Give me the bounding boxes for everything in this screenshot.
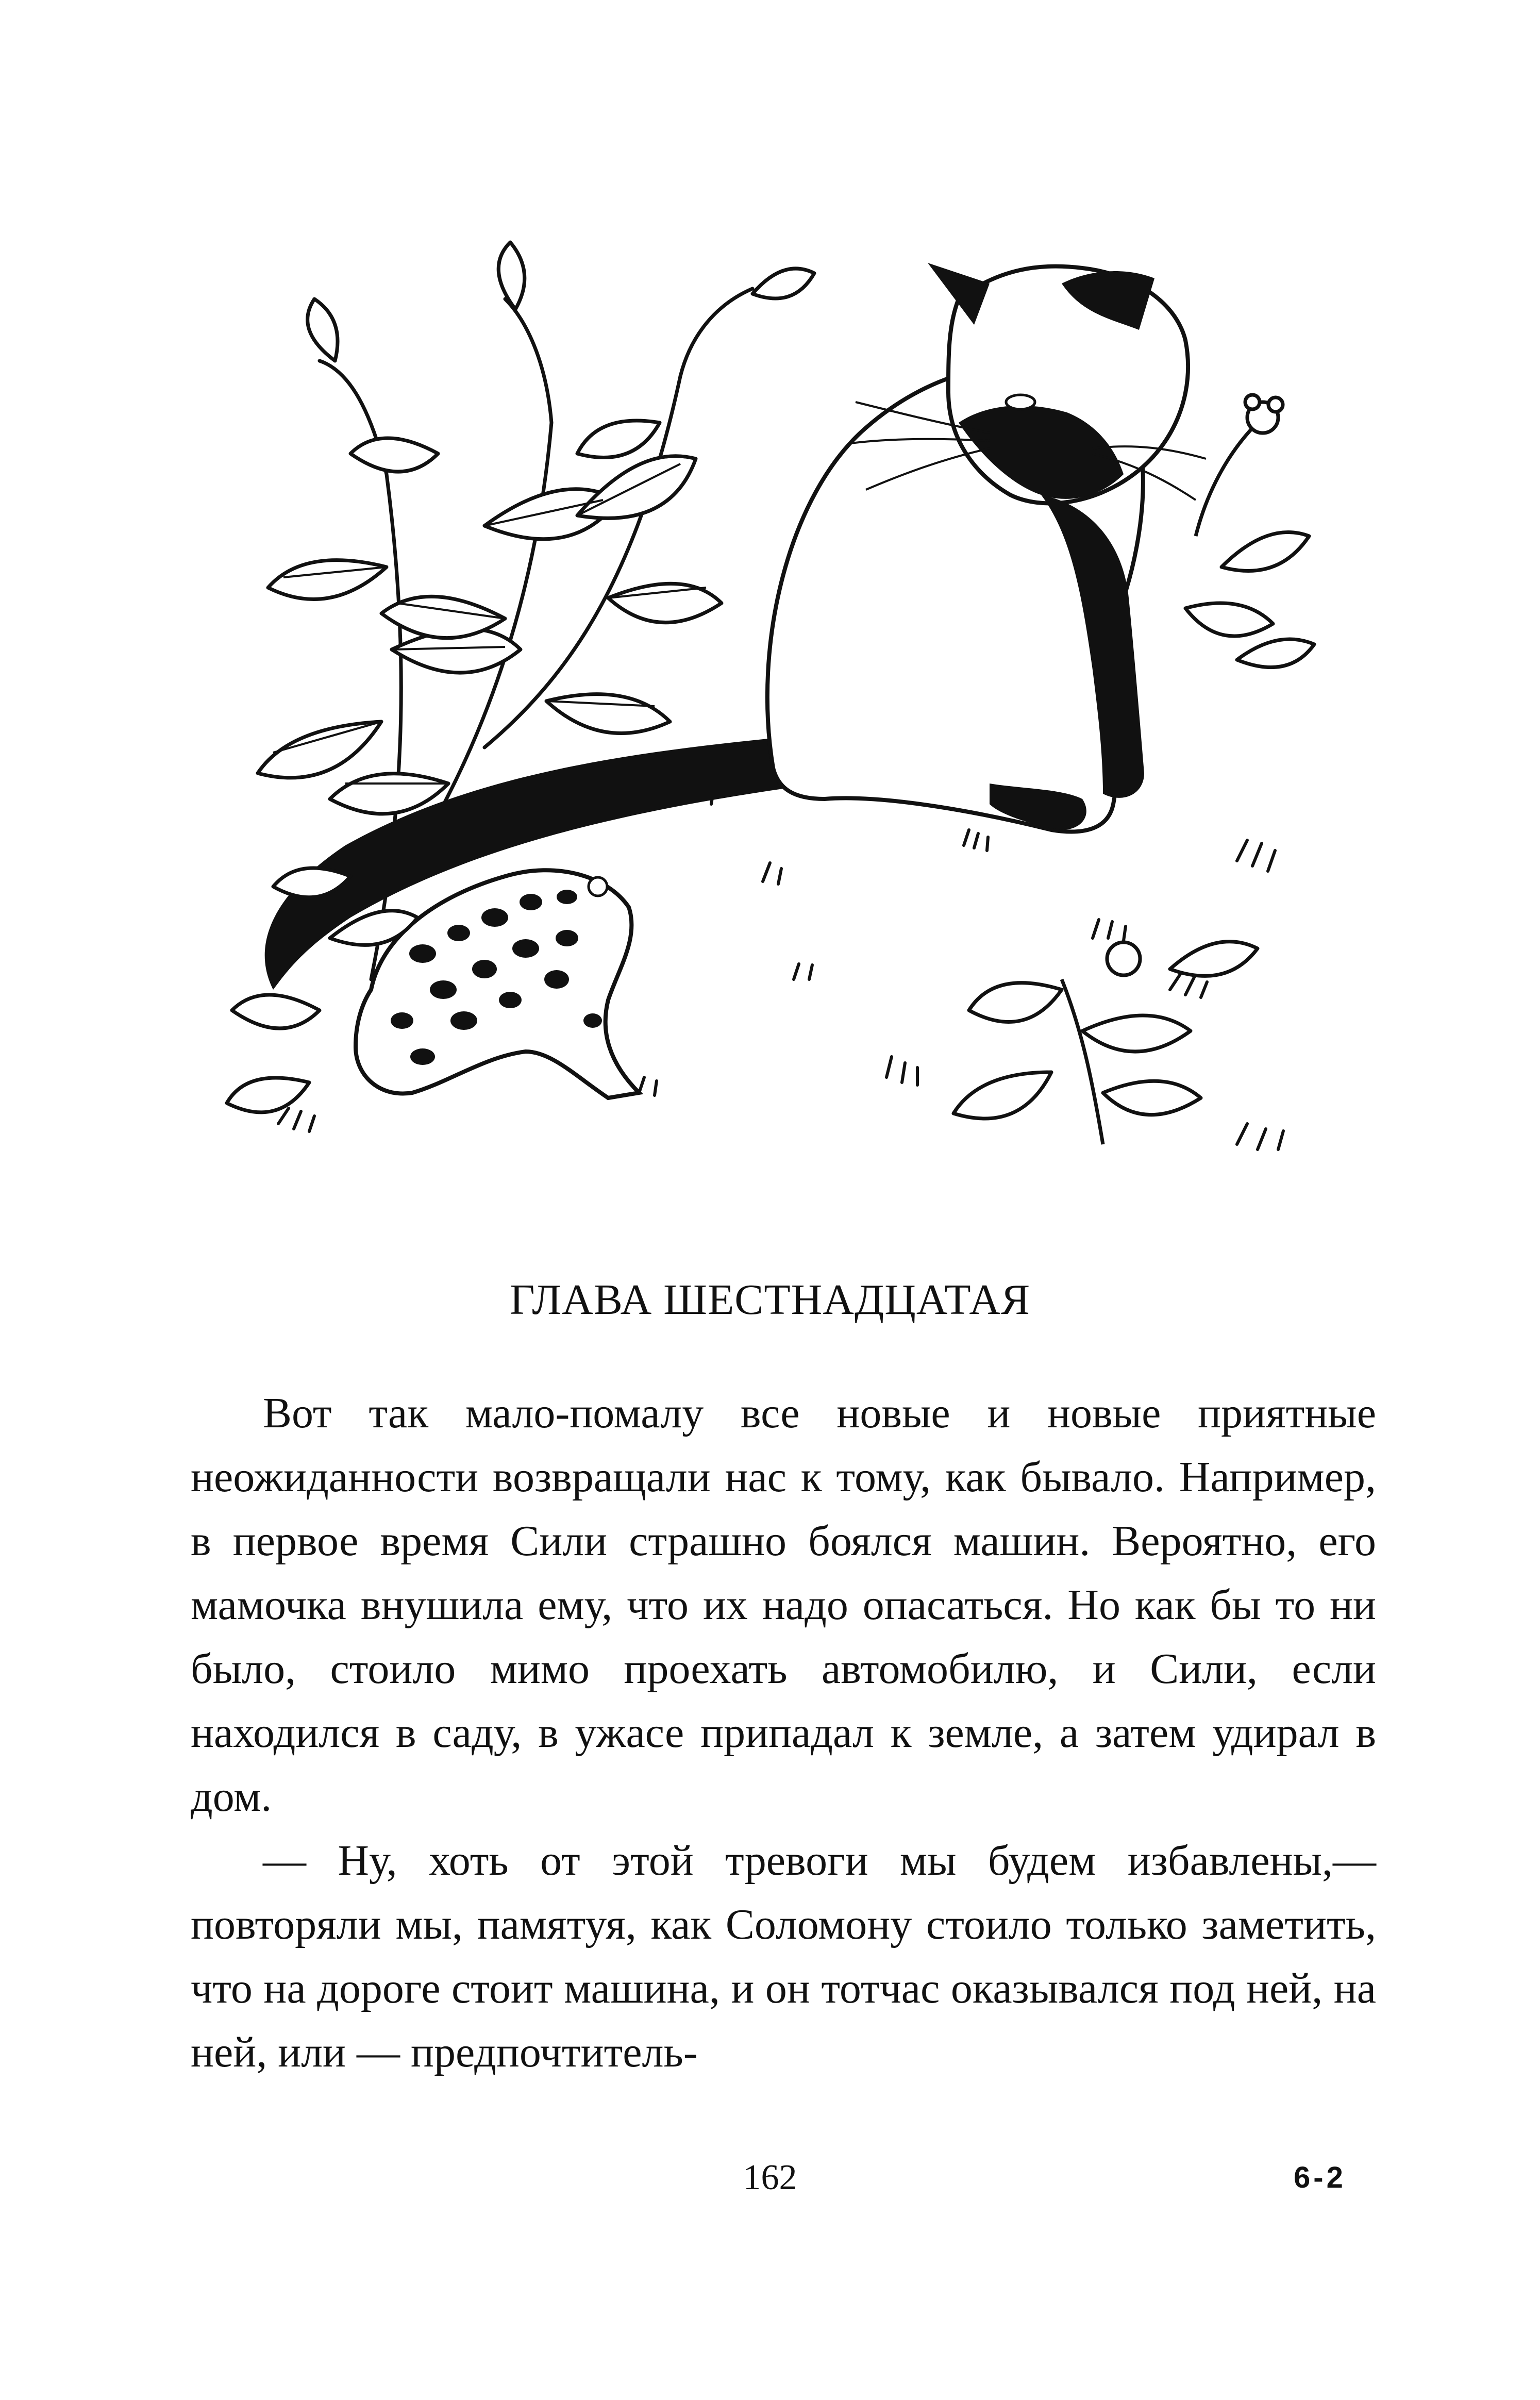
siamese-cat-icon <box>767 263 1206 831</box>
flower-plant-right-icon <box>1185 395 1314 668</box>
paragraph: — Ну, хоть от этой тревоги мы будем избавлены,— повторяли мы, памятуя, как Соломону стоило только заметить, что на дороге стоит машина, и он тотчас оказывался под ней, на ней, или — предпочтитель- <box>191 1837 1376 2076</box>
paragraph: Вот так мало-помалу все новые и новые приятные неожиданности возвращали нас к тому, как бывало. Например, в первое время Сили страшно боялся машин. Вероятно, его мамочка внушила ему, что их надо опасаться. Но как бы то ни было, стоило мимо проехать автомобилю, и Сили, если находился в саду, в ужасе припадал к земле, а затем удирал в дом. <box>191 1389 1376 1821</box>
body-text <box>191 1381 1376 2085</box>
page-number: 162 <box>743 2158 797 2197</box>
leaves-icon <box>258 242 814 814</box>
plant-bottom-right-icon <box>953 942 1258 1144</box>
chapter-illustration <box>216 206 1330 1165</box>
chapter-title: ГЛАВА ШЕСТНАДЦАТАЯ <box>509 1276 1031 1324</box>
toad-icon <box>356 870 639 1098</box>
illustration-drawing <box>216 206 1330 1165</box>
printer-signature: 6-2 <box>1294 2161 1346 2194</box>
